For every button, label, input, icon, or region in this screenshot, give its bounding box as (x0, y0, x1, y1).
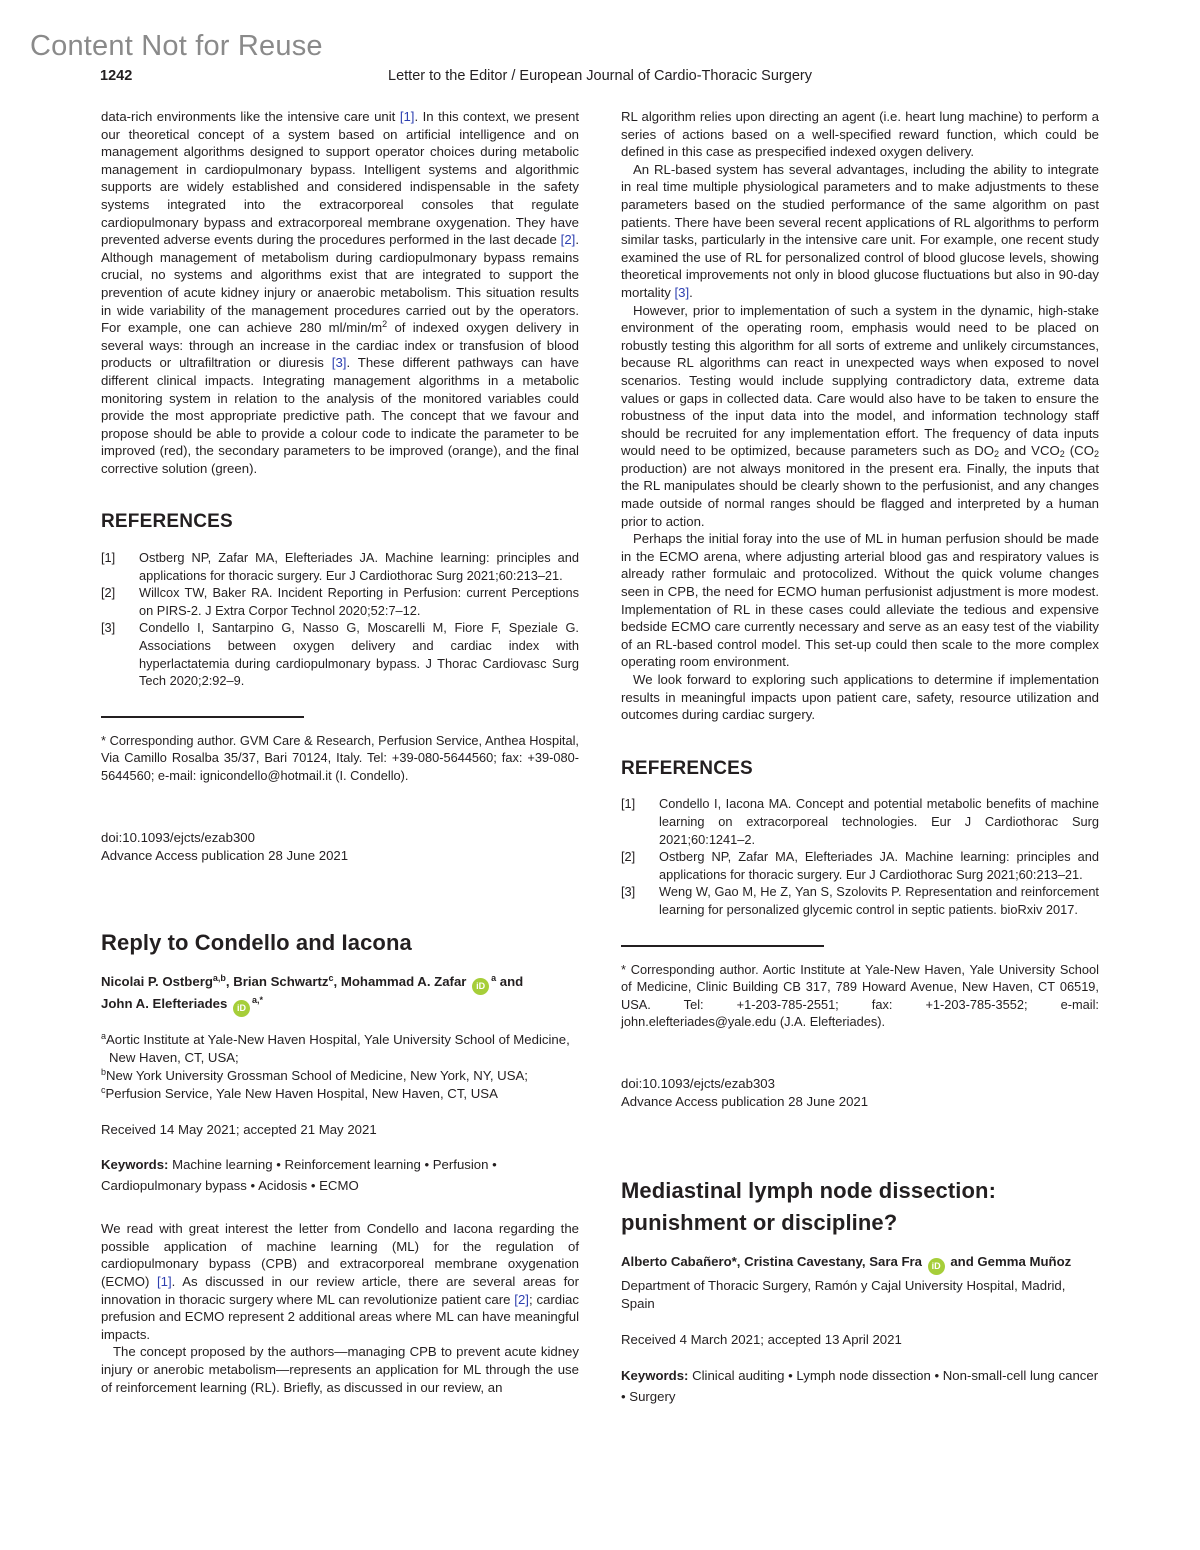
orcid-icon[interactable]: iD (233, 1000, 250, 1017)
advance-access-date: Advance Access publication 28 June 2021 (621, 1093, 869, 1109)
citation-link[interactable]: [1] (399, 109, 415, 124)
reply-paragraph: RL algorithm relies upon directing an agent (i.e. heart lung machine) to perform a series of actions based on a well-specified reward function, which could be defined in this case as prespecified indexed oxygen delivery. (621, 109, 1099, 160)
affiliation: $^c$Perfusion Service, Yale New Haven Hospital, New Haven, CT, USA (101, 1084, 498, 1101)
page-number: 1242 (100, 68, 133, 84)
citation-link[interactable]: [2] (514, 1291, 529, 1307)
advance-access-date: Advance Access publication 28 June 2021 (101, 847, 349, 863)
reply-paragraph: We look forward to exploring such applications to determine if implementation results in meaningful impacts upon patient care, safety, resource utilization and outcomes during cardiac surgery. (621, 672, 1099, 723)
running-head (100, 68, 1100, 90)
author-list: Nicolai P. Ostberg$^{a,b}$, Brian Schwartz$^c$, Mohammad A. Zafar $iD^a$ and John A. Elefteriades $iD^{a,*}$ (101, 973, 579, 1017)
citation-link[interactable]: [1] (157, 1273, 172, 1289)
doi-block (101, 829, 579, 865)
reference-item: [3] Condello I, Santarpino G, Nasso G, Moscarelli M, Fiore F, Speziale G. Associations between oxygen delivery and cardiac index with hyperlactatemia during cardiopulmonary bypass. J Thorac Cardiovasc Surg Tech 2020;2:92–9. (101, 620, 579, 689)
reference-list (101, 549, 579, 690)
references-heading: REFERENCES (621, 757, 753, 779)
reference-item: [2] Ostberg NP, Zafar MA, Elefteriades JA. Machine learning: principles and applications for thoracic surgery. Eur J Cardiothorac Surg 2021;60:213–21. (621, 849, 1099, 882)
keywords: Keywords: Machine learning • Reinforcement learning • Perfusion • Cardiopulmonary bypass • Acidosis • ECMO (101, 1157, 497, 1194)
reference-list (621, 795, 1099, 918)
reply-paragraph: An RL-based system has several advantages, including the ability to integrate in real time multiple physiological parameters and to make adjustments to these parameters based on the studied performance of the same algorithm on past patients. There have been several recent applications of RL algorithms to perform similar tasks, particularly in the intensive care unit. For example, one recent study examined the use of RL for personalized control of blood glucose levels, showing theoretical improvements not only in blood glucose fluctuations but also in 90-day mortality [3]. (621, 161, 1099, 300)
reply-paragraph: Perhaps the initial foray into the use of ML in human perfusion should be made in the ECMO arena, where adjusting arterial blood gas and respiratory values is already rather formulaic and protocolized. Without the quick volume changes seen in CPB, the need for ECMO human perfusionist adjustment is more modest. Implementation of RL in these cases could alleviate the tedious and expensive bedside ECMO care currently necessary and serve as an easy test of the viability of an RL-based control model. This set-up could then scale to the more complex operating room environment. (621, 531, 1099, 670)
received-dates: Received 4 March 2021; accepted 13 April 2021 (621, 1331, 902, 1347)
reference-item: [2] Willcox TW, Baker RA. Incident Reporting in Perfusion: current Perceptions on PIRS-2. J Extra Corpor Technol 2020;52:7–12. (101, 585, 579, 618)
reply-paragraph: However, prior to implementation of such a system in the dynamic, high-stake environment of the operating room, emphasis would need to be placed on robustly testing this algorithm for all sorts of extreme and unlikely circumstances, because RL algorithms can react in unexpected ways when exposed to novel scenarios. Testing would include supplying contradictory data, extreme data values or gaps in collected data. Care would also have to be taken to ensure the robustness of the input data into the model, and information technology staff should be recruited for any implementation effort. The frequency of data inputs would need to be optimized, because parameters such as $DO_2$ and $VCO_2$ ($CO_2$ production) are not always monitored in the present era. Finally, the inputs that the RL manipulates should be clearly shown to the perfusionist, and any changes made outside of normal ranges should be flagged and interpreted by a human prior to action. (621, 302, 1099, 529)
footnote-divider (621, 945, 824, 947)
left-column (101, 108, 579, 1396)
received-dates: Received 14 May 2021; accepted 21 May 2021 (101, 1121, 377, 1137)
footnote-divider (101, 716, 304, 718)
affiliation-list (101, 1031, 579, 1103)
citation-link[interactable]: [3] (674, 284, 690, 300)
keywords: Keywords: Clinical auditing • Lymph node dissection • Non-small-cell lung cancer • Surgery (621, 1367, 1099, 1404)
affiliation: $^b$New York University Grossman School of Medicine, New York, NY, USA; (101, 1066, 528, 1083)
citation-link[interactable]: [3] (331, 355, 347, 371)
intro-paragraph: data-rich environments like the intensive care unit [1]. In this context, we present our theoretical concept of a system based on artificial intelligence and on management algorithms designed to support operator choices during metabolic management in cardiopulmonary bypass. Intelligent systems and algorithmic supports are widely established and considered indispensable in the safety systems integrated into the extracorporeal consoles that regulate cardiopulmonary bypass and extracorporeal membrane oxygenation. They have prevented adverse events during the procedures performed in the last decade [2]. Although management of metabolism during cardiopulmonary bypass remains crucial, no systems and algorithms exist that are integrated to support the prevention of acute kidney injury or anaerobic metabolism. This situation results in wide variability of the management procedures carried out by the operators. For example, one can achieve 280 $ml/\min/m^2$ of indexed oxygen delivery in several ways: through an increase in the cardiac index or transfusion of blood products or ultrafiltration or diuresis [3]. These different pathways can have different clinical impacts. Integrating management algorithms in a metabolic monitoring system in relation to the analysis of the monitored variables could provide the most appropriate predictive path. The concept that we favour and propose should be able to provide a colour code to indicate the parameter to be improved (red), the secondary parameters to be improved (orange), and the final corrective solution (green). (101, 109, 580, 476)
reply-paragraph: The concept proposed by the authors—managing CPB to prevent acute kidney injury or anerobic metabolism—represents an application for ML through the use of reinforcement learning (RL). Briefly, as discussed in our review, an (101, 1344, 579, 1395)
orcid-icon[interactable]: iD (928, 1258, 945, 1275)
article-title: Reply to Condello and Iacona (101, 929, 412, 955)
corresponding-author-footnote: * Corresponding author. GVM Care & Research, Perfusion Service, Anthea Hospital, Via Camillo Rosalba 35/37, Bari 70124, Italy. Tel: +39-080-5644560; fax: +39-080-5644560; e-mail: ignicondello@hotmail.it (I. Condello). (101, 732, 579, 783)
reference-item: [3] Weng W, Gao M, He Z, Yan S, Szolovits P. Representation and reinforcement learning for personalized glycemic control in septic patients. bioRxiv 2017. (621, 884, 1099, 917)
watermark: Content Not for Reuse (30, 30, 323, 62)
reference-item: [1] Condello I, Iacona MA. Concept and potential metabolic benefits of machine learning on extracorporeal technologies. Eur J Cardiothorac Surg 2021;60:1241–2. (621, 796, 1099, 847)
affiliation: Department of Thoracic Surgery, Ramón y Cajal University Hospital, Madrid, Spain (621, 1277, 1066, 1311)
reference-item: [1] Ostberg NP, Zafar MA, Elefteriades JA. Machine learning: principles and applications for thoracic surgery. Eur J Cardiothorac Surg 2021;60:213–21. (101, 550, 579, 583)
references-heading: REFERENCES (101, 511, 233, 533)
author-list: Alberto Cabañero*, Cristina Cavestany, Sara Fra iD and Gemma Muñoz (621, 1253, 1099, 1275)
article-title: Mediastinal lymph node dissection: punishment or discipline? (621, 1177, 997, 1235)
journal-title: Letter to the Editor / European Journal of Cardio-Thoracic Surgery (388, 68, 812, 84)
doi-block (621, 1075, 1099, 1111)
affiliation: $^a$Aortic Institute at Yale-New Haven Hospital, Yale University School of Medicine, New Haven, CT, USA; (101, 1030, 570, 1065)
doi: doi:10.1093/ejcts/ezab303 (621, 1075, 775, 1091)
corresponding-author-footnote: * Corresponding author. Aortic Institute at Yale-New Haven, Yale University School of Medicine, Clinic Building CB 317, 789 Howard Avenue, New Haven, CT 06519, USA. Tel: +1-203-785-2551; fax: +1-203-785-3552; e-mail: john.elefteriades@yale.edu (J.A. Elefteriades). (621, 961, 1099, 1030)
doi: doi:10.1093/ejcts/ezab300 (101, 829, 255, 845)
citation-link[interactable]: [2] (560, 232, 576, 248)
right-column (621, 108, 1099, 1407)
orcid-icon[interactable]: iD (472, 978, 489, 995)
reply-paragraph: We read with great interest the letter from Condello and Iacona regarding the possible application of machine learning (ML) for the regulation of cardiopulmonary bypass (CPB) and extracorporeal membrane oxygenation (ECMO) [1]. As discussed in our review article, there are several areas for innovation in thoracic surgery where ML can revolutionize patient care [2]; cardiac prefusion and ECMO represent 2 additional areas where ML can have meaningful impacts. (101, 1221, 579, 1342)
